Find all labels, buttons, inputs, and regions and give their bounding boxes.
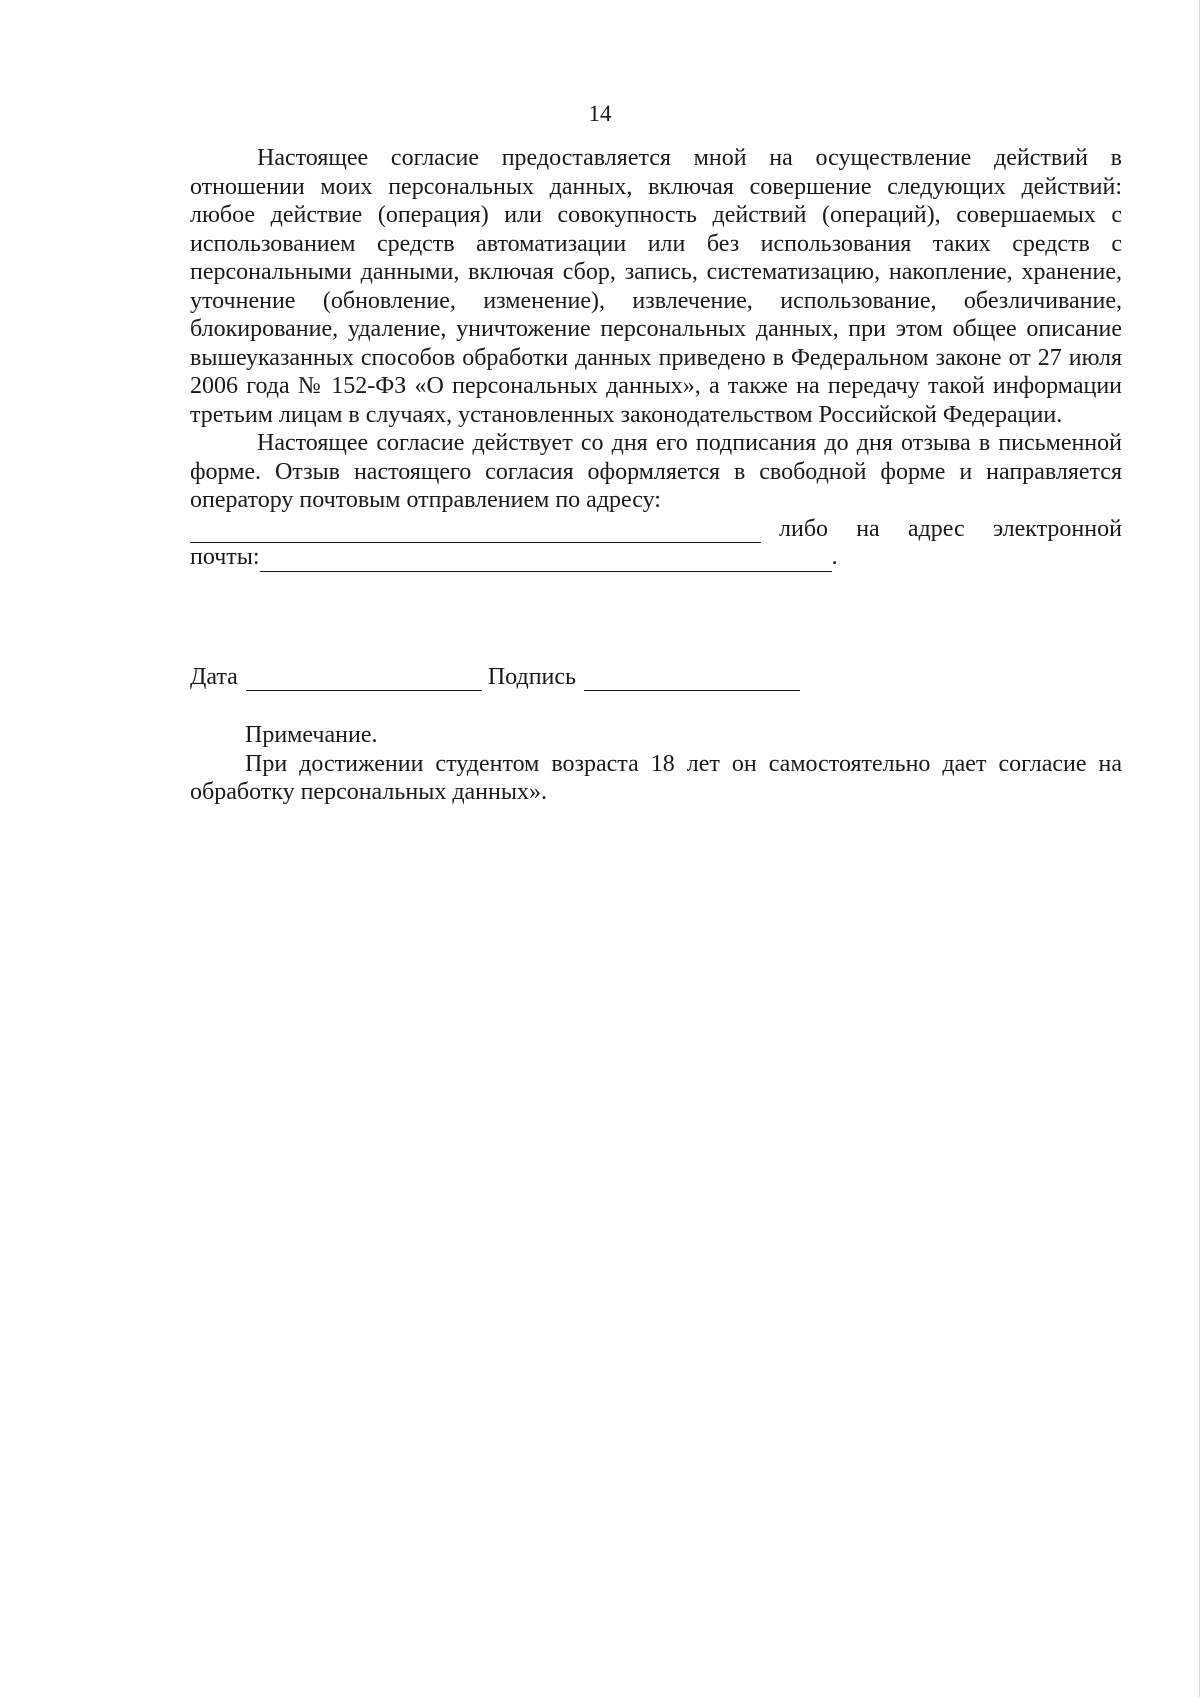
address-tail-word: адрес <box>907 515 965 542</box>
address-tail-word: на <box>856 515 880 542</box>
signature-blank <box>584 668 800 691</box>
date-signature-row <box>190 663 1122 691</box>
address-blank <box>190 520 761 543</box>
consent-body <box>190 144 1122 572</box>
signature-label: Подпись <box>487 664 576 690</box>
address-tail-word: электронной <box>992 515 1122 542</box>
date-blank <box>246 668 482 691</box>
address-line <box>190 515 1122 544</box>
email-label: почты: <box>190 544 260 570</box>
note-text: При достижении студентом возраста 18 лет он самостоятельно дает согласие на обработку персональных данных». <box>190 750 1122 805</box>
note-section <box>190 721 1122 807</box>
email-line <box>190 543 1122 572</box>
paragraph-consent-validity: Настоящее согласие действует со дня его подписания до дня отзыва в письменной форме. Отзыв настоящего согласия оформляется в свободной форме и направляется оператору почтовым отправлением по адресу: <box>190 430 1122 513</box>
address-tail-word: либо <box>779 515 829 542</box>
email-end: . <box>831 544 838 570</box>
date-label: Дата <box>190 664 238 690</box>
address-tail <box>779 515 1122 544</box>
note-title: Примечание. <box>245 722 378 748</box>
paragraph-processing-consent: Настоящее согласие предоставляется мной на осуществление действий в отношении моих персональных данных, включая совершение следующих действий: любое действие (операция) или совокупность действий (операций), совершаемых с использованием средств автоматизации или без использования таких средств с персональными данными, включая сбор, запись, систематизацию, накопление, хранение, уточнение (обновление, изменение), извлечение, использование, обезличивание, блокирование, удаление, уничтожение персональных данных, при этом общее описание вышеуказанных способов обработки данных приведено в Федеральном законе от 27 июля 2006 года № 152-ФЗ «О персональных данных», а также на передачу такой информации третьим лицам в случаях, установленных законодательством Российской Федерации. <box>190 145 1122 428</box>
page-number: 14 <box>588 101 612 126</box>
email-blank <box>260 549 832 572</box>
